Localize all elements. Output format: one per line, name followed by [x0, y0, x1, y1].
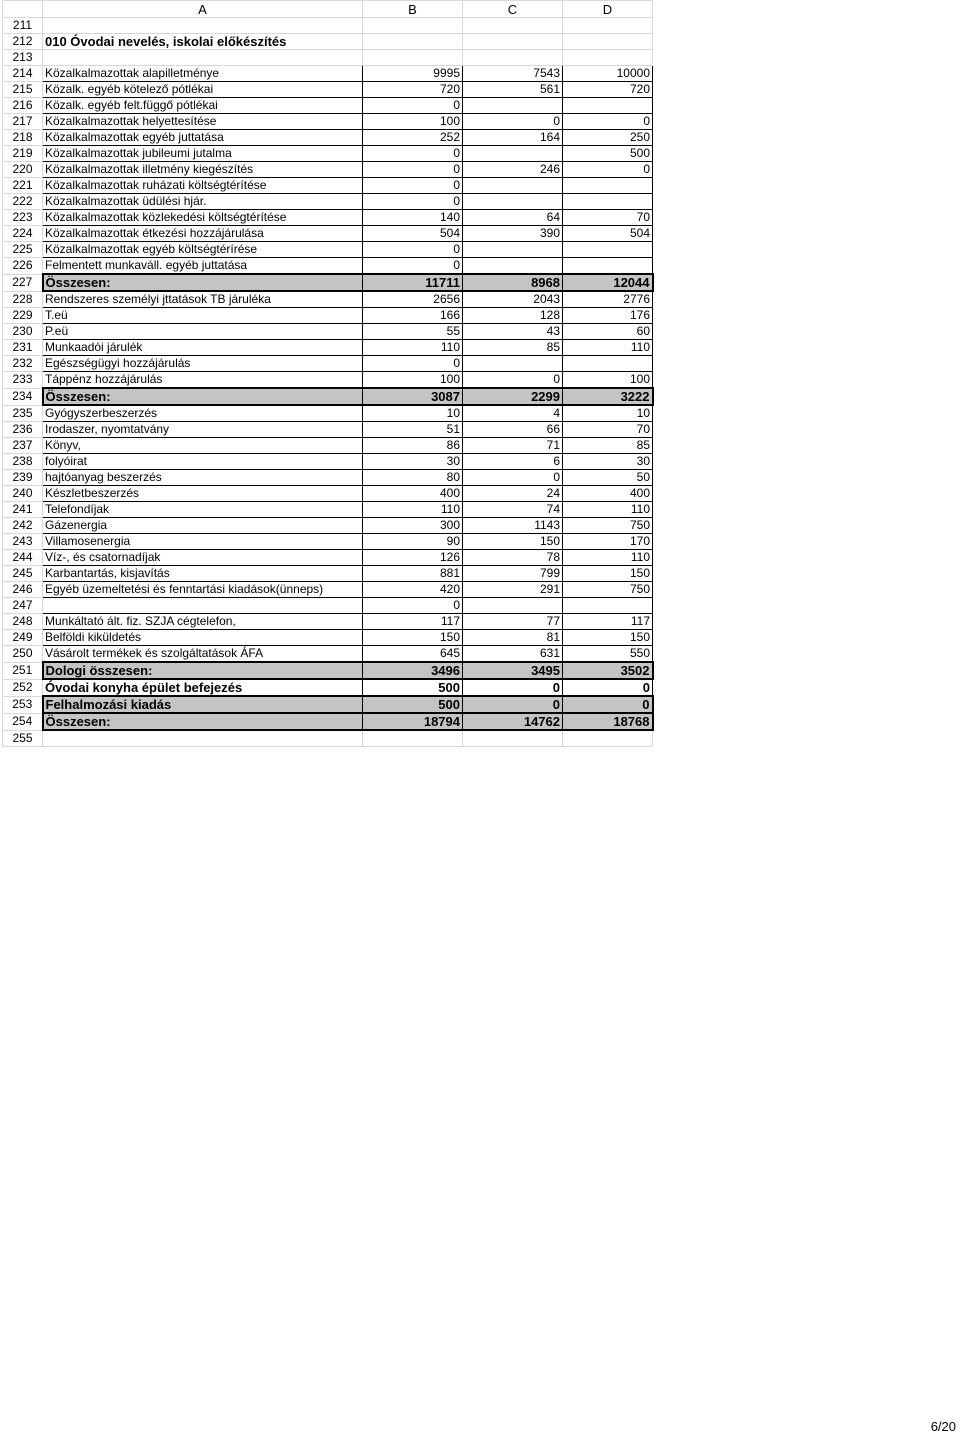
cell-c[interactable]: [463, 146, 563, 162]
row-number[interactable]: 251: [3, 662, 43, 679]
cell-b[interactable]: 0: [363, 162, 463, 178]
cell-d[interactable]: 170: [563, 534, 653, 550]
table-row: [3, 486, 653, 502]
cell-d[interactable]: 110: [563, 550, 653, 566]
cell-c[interactable]: [463, 178, 563, 194]
cell-b[interactable]: 500: [363, 679, 463, 696]
cell-c[interactable]: 85: [463, 340, 563, 356]
cell-d[interactable]: 85: [563, 438, 653, 454]
cell-a[interactable]: Belföldi kiküldetés: [43, 630, 363, 646]
cell-b[interactable]: 3496: [363, 662, 463, 679]
table-row: [3, 324, 653, 340]
cell-b[interactable]: 126: [363, 550, 463, 566]
row-number[interactable]: 229: [3, 308, 43, 324]
cell-c[interactable]: [463, 18, 563, 34]
table-row: [3, 730, 653, 746]
cell-d[interactable]: 720: [563, 82, 653, 98]
cell-a[interactable]: Felmentett munkaváll. egyéb juttatása: [43, 258, 363, 275]
cell-c[interactable]: 43: [463, 324, 563, 340]
row-number[interactable]: 211: [3, 18, 43, 34]
cell-c[interactable]: 390: [463, 226, 563, 242]
cell-c[interactable]: 291: [463, 582, 563, 598]
row-number[interactable]: 246: [3, 582, 43, 598]
row-number[interactable]: 212: [3, 34, 43, 50]
cell-b[interactable]: 100: [363, 372, 463, 389]
cell-c[interactable]: 631: [463, 646, 563, 663]
cell-a[interactable]: Villamosenergia: [43, 534, 363, 550]
table-row: [3, 274, 653, 291]
row-number[interactable]: 242: [3, 518, 43, 534]
row-number[interactable]: 240: [3, 486, 43, 502]
table-row: [3, 438, 653, 454]
table-row: [3, 210, 653, 226]
cell-c[interactable]: 14762: [463, 713, 563, 730]
table-row: [3, 372, 653, 389]
cell-a[interactable]: Óvodai konyha épület befejezés: [43, 679, 363, 696]
cell-c[interactable]: [463, 98, 563, 114]
table-row: [3, 679, 653, 696]
cell-c[interactable]: 0: [463, 679, 563, 696]
cell-c[interactable]: 164: [463, 130, 563, 146]
table-row: [3, 146, 653, 162]
cell-b[interactable]: 55: [363, 324, 463, 340]
cell-c[interactable]: 2299: [463, 388, 563, 405]
cell-b[interactable]: 3087: [363, 388, 463, 405]
cell-a[interactable]: Közalkalmazottak egyéb juttatása: [43, 130, 363, 146]
cell-a[interactable]: Összesen:: [43, 274, 363, 291]
row-number[interactable]: 228: [3, 291, 43, 308]
cell-a[interactable]: folyóirat: [43, 454, 363, 470]
cell-a[interactable]: Munkáltató ált. fiz. SZJA cégtelefon,: [43, 614, 363, 630]
table-row: [3, 422, 653, 438]
cell-b[interactable]: 500: [363, 696, 463, 713]
table-row: [3, 598, 653, 614]
table-row: [3, 130, 653, 146]
cell-d[interactable]: 750: [563, 582, 653, 598]
cell-d[interactable]: [563, 356, 653, 372]
column-header-c[interactable]: C: [463, 1, 563, 18]
cell-d[interactable]: 3222: [563, 388, 653, 405]
cell-b[interactable]: 9995: [363, 66, 463, 82]
cell-c[interactable]: 66: [463, 422, 563, 438]
cell-c[interactable]: 81: [463, 630, 563, 646]
table-row: [3, 50, 653, 66]
cell-a[interactable]: Közalk. egyéb kötelező pótlékai: [43, 82, 363, 98]
row-number[interactable]: 234: [3, 388, 43, 405]
cell-c[interactable]: [463, 34, 563, 50]
row-number[interactable]: 230: [3, 324, 43, 340]
cell-b[interactable]: [363, 730, 463, 746]
cell-c[interactable]: 24: [463, 486, 563, 502]
cell-c[interactable]: 4: [463, 405, 563, 422]
table-row: [3, 162, 653, 178]
cell-b[interactable]: 80: [363, 470, 463, 486]
cell-b[interactable]: 400: [363, 486, 463, 502]
row-number[interactable]: 233: [3, 372, 43, 389]
table-row: [3, 534, 653, 550]
cell-b[interactable]: 166: [363, 308, 463, 324]
cell-d[interactable]: 750: [563, 518, 653, 534]
cell-b[interactable]: 100: [363, 114, 463, 130]
row-number[interactable]: 254: [3, 713, 43, 730]
cell-d[interactable]: [563, 730, 653, 746]
table-row: [3, 582, 653, 598]
row-number[interactable]: 236: [3, 422, 43, 438]
cell-a[interactable]: Irodaszer, nyomtatvány: [43, 422, 363, 438]
table-row: [3, 614, 653, 630]
table-row: [3, 82, 653, 98]
cell-a[interactable]: P.eü: [43, 324, 363, 340]
cell-c[interactable]: 7543: [463, 66, 563, 82]
row-number[interactable]: 247: [3, 598, 43, 614]
cell-d[interactable]: 70: [563, 210, 653, 226]
cell-b[interactable]: 0: [363, 356, 463, 372]
cell-a[interactable]: Összesen:: [43, 388, 363, 405]
cell-c[interactable]: 128: [463, 308, 563, 324]
cell-a[interactable]: Telefondíjak: [43, 502, 363, 518]
table-row: [3, 66, 653, 82]
table-row: [3, 114, 653, 130]
cell-b[interactable]: 30: [363, 454, 463, 470]
cell-b[interactable]: 150: [363, 630, 463, 646]
cell-d[interactable]: [563, 50, 653, 66]
cell-a[interactable]: Karbantartás, kisjavítás: [43, 566, 363, 582]
cell-b[interactable]: 110: [363, 502, 463, 518]
row-number[interactable]: 223: [3, 210, 43, 226]
cell-d[interactable]: 504: [563, 226, 653, 242]
cell-c[interactable]: 74: [463, 502, 563, 518]
row-number[interactable]: 253: [3, 696, 43, 713]
row-number[interactable]: 220: [3, 162, 43, 178]
table-row: [3, 696, 653, 713]
row-number[interactable]: 215: [3, 82, 43, 98]
cell-c[interactable]: 3495: [463, 662, 563, 679]
cell-d[interactable]: [563, 34, 653, 50]
row-number[interactable]: 232: [3, 356, 43, 372]
cell-b[interactable]: 420: [363, 582, 463, 598]
row-number[interactable]: 255: [3, 730, 43, 746]
table-row: [3, 18, 653, 34]
table-row: [3, 454, 653, 470]
cell-b[interactable]: 51: [363, 422, 463, 438]
cell-b[interactable]: 117: [363, 614, 463, 630]
cell-c[interactable]: 78: [463, 550, 563, 566]
cell-d[interactable]: 0: [563, 114, 653, 130]
cell-b[interactable]: 140: [363, 210, 463, 226]
row-number[interactable]: 224: [3, 226, 43, 242]
cell-d[interactable]: 150: [563, 566, 653, 582]
cell-c[interactable]: 0: [463, 114, 563, 130]
cell-c[interactable]: [463, 730, 563, 746]
cell-d[interactable]: 10000: [563, 66, 653, 82]
cell-d[interactable]: 500: [563, 146, 653, 162]
cell-a[interactable]: [43, 50, 363, 66]
page-number: 6/20: [930, 1419, 956, 1434]
cell-c[interactable]: 150: [463, 534, 563, 550]
cell-a[interactable]: Egészségügyi hozzájárulás: [43, 356, 363, 372]
column-header-row: [3, 1, 653, 18]
table-row: [3, 340, 653, 356]
cell-b[interactable]: [363, 50, 463, 66]
cell-a[interactable]: Közalkalmazottak egyéb költségtérírése: [43, 242, 363, 258]
cell-a[interactable]: Felhalmozási kiadás: [43, 696, 363, 713]
cell-c[interactable]: 0: [463, 470, 563, 486]
spreadsheet-grid: [2, 0, 654, 747]
row-number[interactable]: 239: [3, 470, 43, 486]
row-number[interactable]: 249: [3, 630, 43, 646]
cell-b[interactable]: [363, 34, 463, 50]
cell-c[interactable]: [463, 258, 563, 275]
cell-a[interactable]: 010 Óvodai nevelés, iskolai előkészítés: [43, 34, 363, 50]
cell-a[interactable]: [43, 18, 363, 34]
cell-a[interactable]: T.eü: [43, 308, 363, 324]
cell-c[interactable]: 0: [463, 372, 563, 389]
cell-a[interactable]: hajtóanyag beszerzés: [43, 470, 363, 486]
cell-d[interactable]: [563, 178, 653, 194]
table-row: [3, 258, 653, 275]
row-number[interactable]: 221: [3, 178, 43, 194]
cell-a[interactable]: Gyógyszerbeszerzés: [43, 405, 363, 422]
row-number[interactable]: 227: [3, 274, 43, 291]
table-row: [3, 662, 653, 679]
row-number[interactable]: 214: [3, 66, 43, 82]
row-number[interactable]: 218: [3, 130, 43, 146]
cell-b[interactable]: 252: [363, 130, 463, 146]
cell-b[interactable]: 881: [363, 566, 463, 582]
cell-b[interactable]: 300: [363, 518, 463, 534]
table-row: [3, 405, 653, 422]
cell-a[interactable]: Összesen:: [43, 713, 363, 730]
cell-c[interactable]: [463, 194, 563, 210]
cell-a[interactable]: [43, 598, 363, 614]
cell-c[interactable]: 246: [463, 162, 563, 178]
row-number[interactable]: 250: [3, 646, 43, 663]
cell-d[interactable]: 100: [563, 372, 653, 389]
table-row: [3, 226, 653, 242]
table-row: [3, 502, 653, 518]
table-row: [3, 356, 653, 372]
row-number[interactable]: 225: [3, 242, 43, 258]
cell-d[interactable]: 0: [563, 162, 653, 178]
row-number[interactable]: 243: [3, 534, 43, 550]
corner-cell[interactable]: [3, 1, 43, 18]
cell-c[interactable]: 1143: [463, 518, 563, 534]
cell-d[interactable]: [563, 242, 653, 258]
cell-b[interactable]: 0: [363, 146, 463, 162]
cell-a[interactable]: Egyéb üzemeltetési és fenntartási kiadások(ünneps): [43, 582, 363, 598]
cell-b[interactable]: 18794: [363, 713, 463, 730]
cell-c[interactable]: [463, 598, 563, 614]
cell-a[interactable]: Közalkalmazottak alapilletménye: [43, 66, 363, 82]
cell-d[interactable]: 70: [563, 422, 653, 438]
cell-a[interactable]: Közalkalmazottak helyettesítése: [43, 114, 363, 130]
row-number[interactable]: 213: [3, 50, 43, 66]
cell-a[interactable]: Víz-, és csatornadíjak: [43, 550, 363, 566]
cell-d[interactable]: 18768: [563, 713, 653, 730]
table-row: [3, 308, 653, 324]
cell-c[interactable]: [463, 50, 563, 66]
cell-c[interactable]: [463, 242, 563, 258]
cell-c[interactable]: 71: [463, 438, 563, 454]
column-header-a[interactable]: A: [43, 1, 363, 18]
row-number[interactable]: 248: [3, 614, 43, 630]
cell-b[interactable]: [363, 18, 463, 34]
cell-a[interactable]: Közalk. egyéb felt.függő pótlékai: [43, 98, 363, 114]
cell-a[interactable]: [43, 730, 363, 746]
cell-d[interactable]: 0: [563, 679, 653, 696]
cell-c[interactable]: 799: [463, 566, 563, 582]
cell-a[interactable]: Közalkalmazottak ruházati költségtérítése: [43, 178, 363, 194]
row-number[interactable]: 216: [3, 98, 43, 114]
row-number[interactable]: 235: [3, 405, 43, 422]
row-number[interactable]: 222: [3, 194, 43, 210]
cell-d[interactable]: 12044: [563, 274, 653, 291]
cell-d[interactable]: 60: [563, 324, 653, 340]
table-row: [3, 518, 653, 534]
table-row: [3, 713, 653, 730]
cell-d[interactable]: 150: [563, 630, 653, 646]
table-row: [3, 388, 653, 405]
cell-a[interactable]: Készletbeszerzés: [43, 486, 363, 502]
cell-a[interactable]: Közalkalmazottak üdülési hjár.: [43, 194, 363, 210]
cell-b[interactable]: 10: [363, 405, 463, 422]
cell-d[interactable]: 117: [563, 614, 653, 630]
cell-c[interactable]: 6: [463, 454, 563, 470]
cell-d[interactable]: 110: [563, 340, 653, 356]
cell-c[interactable]: 77: [463, 614, 563, 630]
table-row: [3, 291, 653, 308]
cell-a[interactable]: Dologi összesen:: [43, 662, 363, 679]
cell-c[interactable]: 0: [463, 696, 563, 713]
table-row: [3, 194, 653, 210]
cell-a[interactable]: Könyv,: [43, 438, 363, 454]
row-number[interactable]: 217: [3, 114, 43, 130]
cell-c[interactable]: 561: [463, 82, 563, 98]
cell-a[interactable]: Közalkalmazottak illetmény kiegészítés: [43, 162, 363, 178]
cell-b[interactable]: 0: [363, 194, 463, 210]
cell-a[interactable]: Táppénz hozzájárulás: [43, 372, 363, 389]
table-row: [3, 34, 653, 50]
cell-b[interactable]: 0: [363, 98, 463, 114]
cell-d[interactable]: 110: [563, 502, 653, 518]
cell-d[interactable]: [563, 194, 653, 210]
cell-d[interactable]: 250: [563, 130, 653, 146]
cell-d[interactable]: 176: [563, 308, 653, 324]
cell-d[interactable]: 10: [563, 405, 653, 422]
table-row: [3, 178, 653, 194]
row-number[interactable]: 241: [3, 502, 43, 518]
row-number[interactable]: 238: [3, 454, 43, 470]
cell-d[interactable]: [563, 18, 653, 34]
cell-a[interactable]: Munkaadói járulék: [43, 340, 363, 356]
cell-b[interactable]: 11711: [363, 274, 463, 291]
table-row: [3, 566, 653, 582]
cell-a[interactable]: Rendszeres személyi jttatások TB járuléka: [43, 291, 363, 308]
cell-a[interactable]: Gázenergia: [43, 518, 363, 534]
cell-d[interactable]: [563, 598, 653, 614]
cell-c[interactable]: [463, 356, 563, 372]
row-number[interactable]: 231: [3, 340, 43, 356]
table-row: [3, 646, 653, 663]
column-header-d[interactable]: D: [563, 1, 653, 18]
cell-c[interactable]: 64: [463, 210, 563, 226]
cell-d[interactable]: 2776: [563, 291, 653, 308]
cell-b[interactable]: 0: [363, 178, 463, 194]
cell-b[interactable]: 720: [363, 82, 463, 98]
cell-d[interactable]: 400: [563, 486, 653, 502]
row-number[interactable]: 226: [3, 258, 43, 275]
column-header-b[interactable]: B: [363, 1, 463, 18]
cell-b[interactable]: 110: [363, 340, 463, 356]
cell-d[interactable]: 3502: [563, 662, 653, 679]
cell-b[interactable]: 504: [363, 226, 463, 242]
cell-b[interactable]: 0: [363, 258, 463, 275]
cell-d[interactable]: 550: [563, 646, 653, 663]
row-number[interactable]: 245: [3, 566, 43, 582]
table-row: [3, 242, 653, 258]
row-number[interactable]: 244: [3, 550, 43, 566]
cell-b[interactable]: 0: [363, 598, 463, 614]
cell-b[interactable]: 645: [363, 646, 463, 663]
cell-c[interactable]: 8968: [463, 274, 563, 291]
row-number[interactable]: 219: [3, 146, 43, 162]
cell-a[interactable]: Vásárolt termékek és szolgáltatások ÁFA: [43, 646, 363, 663]
cell-c[interactable]: 2043: [463, 291, 563, 308]
table-row: [3, 550, 653, 566]
table-row: [3, 630, 653, 646]
table-row: [3, 98, 653, 114]
cell-d[interactable]: [563, 258, 653, 275]
cell-d[interactable]: 30: [563, 454, 653, 470]
sheet-body: [3, 18, 653, 747]
cell-a[interactable]: Közalkalmazottak jubileumi jutalma: [43, 146, 363, 162]
cell-d[interactable]: 0: [563, 696, 653, 713]
row-number[interactable]: 252: [3, 679, 43, 696]
cell-b[interactable]: 0: [363, 242, 463, 258]
table-row: [3, 470, 653, 486]
cell-d[interactable]: [563, 98, 653, 114]
cell-a[interactable]: Közalkalmazottak közlekedési költségtérítése: [43, 210, 363, 226]
cell-b[interactable]: 90: [363, 534, 463, 550]
cell-d[interactable]: 50: [563, 470, 653, 486]
cell-b[interactable]: 86: [363, 438, 463, 454]
cell-b[interactable]: 2656: [363, 291, 463, 308]
row-number[interactable]: 237: [3, 438, 43, 454]
cell-a[interactable]: Közalkalmazottak étkezési hozzájárulása: [43, 226, 363, 242]
